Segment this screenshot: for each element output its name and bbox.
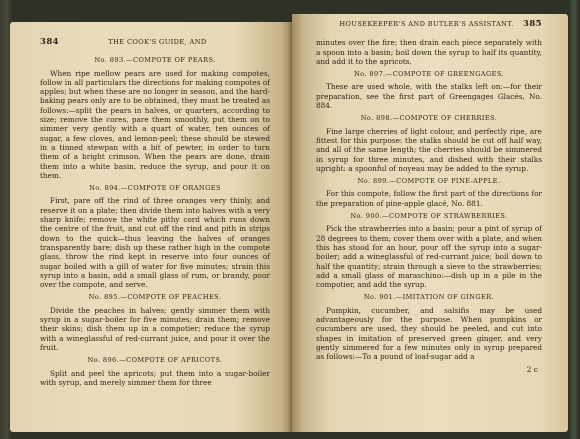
recipe-title: No. 898.—COMPOTE OF CHERRIES. — [360, 114, 498, 123]
recipe-title: No. 901.—IMITATION OF GINGER. — [363, 293, 495, 302]
recipe-894 — [40, 184, 270, 289]
left-page — [10, 22, 292, 432]
left-running-header — [40, 38, 270, 47]
recipe-title: No. 896.—COMPOTE OF APRICOTS. — [87, 356, 223, 365]
recipe-898 — [316, 114, 542, 173]
right-running-header — [316, 20, 542, 29]
recipe-900 — [316, 212, 542, 289]
recipe-title: No. 895.—COMPOTE OF PEACHES. — [88, 293, 222, 302]
recipe-title: No. 893.—COMPOTE OF PEARS. — [94, 56, 216, 65]
recipe-896 — [40, 356, 270, 387]
recipe-899 — [316, 177, 542, 208]
left-text-column — [40, 38, 270, 390]
signature-mark: 2 c — [526, 364, 538, 374]
left-page-number: 384 — [40, 37, 59, 47]
recipe-text: Fine large cherries of light colour, and perfectly ripe, are fittest for this purpose: the stalks should be cut off half way, and all of the same length; the cherries should be simmered in syrup for three minutes, and dished with their stalks upright: a spoonful of noyeau may be added to the syrup. — [316, 126, 542, 173]
recipe-title: No. 900.—COMPOTE OF STRAWBERRIES. — [350, 212, 508, 221]
recipe-text: Pick the strawberries into a basin; pour a pint of syrup of 28 degrees to them; cover them over with a plate, and when this has stood for an hour, pour off the syrup into a sugar-boiler; add a wineglassful of red-currant juice; boil down to half the quantity; strain through a sieve to the strawberries; add a small glass of maraschino:—dish up in a pile in the compotier, and add the syrup. — [316, 224, 542, 290]
right-page-number: 385 — [523, 19, 542, 29]
recipe-title: No. 899.—COMPOTE OF PINE-APPLE. — [357, 177, 501, 186]
recipe-text: When ripe mellow pears are used for making compotes, follow in all particulars the directions for making compotes of apples; but when these are no longer in season, and the hard-baking pears only are to be obtained, they must be treated as follows:—split the pears in halves, or quarters, according to size; remove the cores, pare them smoothly, put them on to simmer very gently with a quart of water, ten ounces of sugar, a few cloves, and lemon-peel; these should be stewed in a tinned stewpan with a bit of pewter, in order to turn them of a bright crimson. When the pears are done, drain them into a white basin, reduce the syrup, and pour it on them. — [40, 68, 270, 180]
recipe-895 — [40, 293, 270, 352]
right-running-head: HOUSEKEEPER'S AND BUTLER'S ASSISTANT. — [339, 20, 514, 28]
recipe-title: No. 897.—COMPOTE OF GREENGAGES. — [353, 70, 505, 79]
continued-text: minutes over the fire; then drain each piece separately with a spoon into a basin; boil down the syrup to half its quantity, and add it to the apricots. — [316, 38, 542, 66]
recipe-title: No. 894.—COMPOTE OF ORANGES — [89, 184, 221, 193]
recipe-text: For this compote, follow the first part of the directions for the preparation of pine-apple glacé, No. 881. — [316, 189, 542, 208]
recipe-893 — [40, 56, 270, 180]
recipe-897 — [316, 70, 542, 110]
left-running-head: THE COOK'S GUIDE, AND — [108, 38, 207, 46]
right-text-column — [316, 20, 542, 374]
recipe-text: Pumpkin, cucumber, and salsifis may be used advantageously for the purpose. When pumpkins or cucumbers are used, they should be peeled, and cut into shapes in imitation of preserved green ginger, and very gently simmered for a few minutes only in syrup prepared as follows:—To a pound of loaf-sugar add a — [316, 305, 542, 362]
recipe-text: Divide the peaches in halves; gently simmer them with syrup in a sugar-boiler for five minutes; drain them; remove their skins; dish them up in a compotier; reduce the syrup with a wineglassful of red-currant juice, and pour it over the fruit. — [40, 305, 270, 352]
recipe-text: Split and peel the apricots; put them into a sugar-boiler with syrup, and merely simmer them for three — [40, 368, 270, 387]
recipe-901 — [316, 293, 542, 361]
recipe-text: First, pare off the rind of three oranges very thinly, and reserve it on a plate; then divide them into halves with a very sharp knife; remove the white pithy cord which runs down the centre of the fruit, and cut off the rind and pith in strips down to the quick—thus leaving the halves of oranges transparently bare; dish up these rather high in the compote glass, throw the rind kept in reserve into four ounces of sugar boiled with a gill of water for five minutes; strain this syrup into a basin, add a small glass of rum, or brandy, pour over the compote, and serve. — [40, 196, 270, 290]
recipe-text: These are used whole, with the stalks left on:—for their preparation, see the first part of Greengages Glacés, No. 884. — [316, 82, 542, 111]
right-page — [292, 14, 568, 432]
